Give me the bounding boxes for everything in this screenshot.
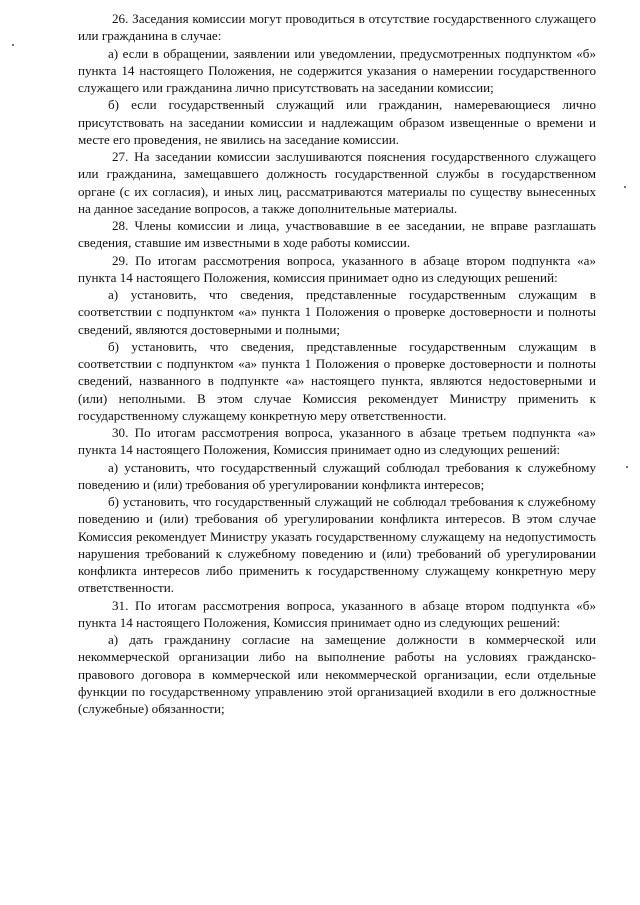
paragraph-29-a: а) установить, что сведения, представленные государственным служащим в соответствии с подпунктом «а» пункта 1 Положения о проверке достоверности и полноты сведений, являются достоверными и полными; (78, 287, 596, 337)
paragraph-31: 31. По итогам рассмотрения вопроса, указанного в абзаце втором подпункта «б» пункта 14 настоящего Положения, Комиссия принимает одно из следующих решений: (78, 597, 596, 630)
scan-speck (12, 44, 14, 46)
paragraph-29-b: б) установить, что сведения, представленные государственным служащим в соответствии с подпунктом «а» пункта 1 Положения о проверке достоверности и полноты сведений, названного в подпункте «а» настоящего пункта, являются недостоверными и (или) неполными. В этом случае Комиссия рекомендует Министру применить к государственному служащему конкретную меру ответственности. (78, 338, 596, 423)
paragraph-26-b: б) если государственный служащий или гражданин, намеревающиеся лично присутствовать на заседании комиссии и надлежащим образом извещенные о времени и месте его проведения, не явились на заседание комиссии. (78, 97, 596, 147)
scan-speck (624, 186, 626, 188)
paragraph-30-a: а) установить, что государственный служащий соблюдал требования к служебному поведению и (или) требования об урегулировании конфликта интересов; (78, 459, 596, 492)
paragraph-26-a: а) если в обращении, заявлении или уведомлении, предусмотренных подпунктом «б» пункта 14 настоящего Положения, не содержится указания о намерении государственного служащего или гражданина лично присутствовать на заседании комиссии; (78, 45, 596, 95)
paragraph-26: 26. Заседания комиссии могут проводиться в отсутствие государственного служащего или гражданина в случае: (78, 11, 596, 44)
paragraph-27: 27. На заседании комиссии заслушиваются пояснения государственного служащего или гражданина, замещавшего должность государственной службы в государственном органе (с их согласия), и иных лиц, рассматриваются материалы по существу вынесенных на данное заседание вопросов, а также дополнительные материалы. (78, 149, 596, 216)
paragraph-30-b: б) установить, что государственный служащий не соблюдал требования к служебному поведению и (или) требования об урегулировании конфликта интересов. В этом случае Комиссия рекомендует Министру указать государственному служащему на недопустимость нарушения требований к служебному поведению и (или) требований об урегулировании конфликта интересов либо применить к государственному служащему конкретную меру ответственности. (78, 494, 596, 596)
document-page (78, 10, 596, 717)
paragraph-30: 30. По итогам рассмотрения вопроса, указанного в абзаце третьем подпункта «а» пункта 14 настоящего Положения, Комиссия принимает одно из следующих решений: (78, 425, 596, 458)
paragraph-29: 29. По итогам рассмотрения вопроса, указанного в абзаце втором подпункта «а» пункта 14 настоящего Положения, комиссия принимает одно из следующих решений: (78, 252, 596, 285)
paragraph-28: 28. Члены комиссии и лица, участвовавшие в ее заседании, не вправе разглашать сведения, ставшие им известными в ходе работы комиссии. (78, 218, 596, 251)
scan-speck (626, 466, 628, 468)
paragraph-31-a: а) дать гражданину согласие на замещение должности в коммерческой или некоммерческой организации либо на выполнение работы на условиях гражданско-правового договора в коммерческой или некоммерческой организации, если отдельные функции по государственному управлению этой организацией входили в его должностные (служебные) обязанности; (78, 632, 596, 716)
